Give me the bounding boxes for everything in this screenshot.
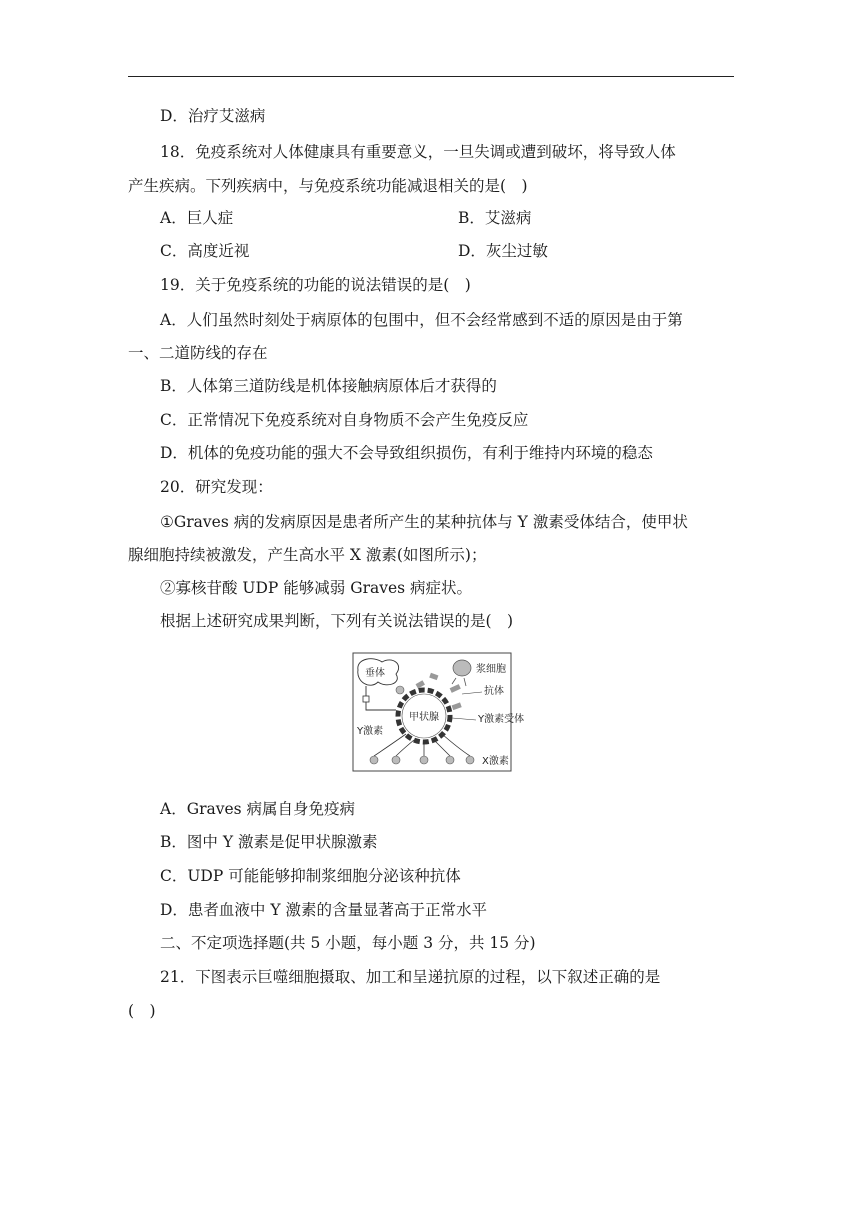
label-y-hormone: Y激素 bbox=[357, 726, 384, 737]
label-y-receptor: Y激素受体 bbox=[478, 714, 525, 725]
q20-option-c: C．UDP 可能能够抑制浆细胞分泌该种抗体 bbox=[160, 867, 461, 885]
label-antibody: 抗体 bbox=[484, 686, 504, 697]
q18-stem-line2: 产生疾病。下列疾病中，与免疫系统功能减退相关的是( ) bbox=[128, 177, 528, 195]
label-pituitary: 垂体 bbox=[365, 668, 385, 679]
graves-diagram bbox=[352, 652, 525, 772]
label-x-hormone: X激素 bbox=[482, 756, 509, 767]
q21-stem-line1: 21．下图表示巨噬细胞摄取、加工和呈递抗原的过程，以下叙述正确的是 bbox=[160, 968, 661, 986]
q18-option-c: C．高度近视 bbox=[160, 242, 250, 260]
q18-option-b: B．艾滋病 bbox=[458, 209, 532, 227]
q20-option-a: A．Graves 病属自身免疫病 bbox=[160, 800, 356, 818]
q20-option-d: D．患者血液中 Y 激素的含量显著高于正常水平 bbox=[160, 901, 488, 919]
q21-stem-line2: ( ) bbox=[128, 1002, 156, 1020]
section-2-heading: 二、不定项选择题(共 5 小题，每小题 3 分，共 15 分) bbox=[160, 934, 536, 952]
label-plasma-cell: 浆细胞 bbox=[476, 664, 506, 675]
q18-stem-line1: 18．免疫系统对人体健康具有重要意义，一旦失调或遭到破坏，将导致人体 bbox=[160, 143, 676, 161]
q20-finding1-line2: 腺细胞持续被激发，产生高水平 X 激素(如图所示)； bbox=[128, 546, 487, 564]
q20-question: 根据上述研究成果判断，下列有关说法错误的是( ) bbox=[160, 612, 514, 630]
q20-option-b: B．图中 Y 激素是促甲状腺激素 bbox=[160, 833, 378, 851]
q19-option-d: D．机体的免疫功能的强大不会导致组织损伤，有利于维持内环境的稳态 bbox=[160, 444, 653, 462]
q19-option-a-line1: A．人们虽然时刻处于病原体的包围中，但不会经常感到不适的原因是由于第 bbox=[160, 311, 683, 329]
q19-option-a-line2: 一、二道防线的存在 bbox=[128, 344, 268, 362]
q20-finding1-line1: ①Graves 病的发病原因是患者所产生的某种抗体与 Y 激素受体结合，使甲状 bbox=[160, 513, 688, 531]
header-rule bbox=[128, 76, 734, 77]
plasma-cell-shape bbox=[453, 660, 471, 676]
q19-option-b: B．人体第三道防线是机体接触病原体后才获得的 bbox=[160, 377, 497, 395]
q18-option-a: A．巨人症 bbox=[160, 209, 234, 227]
q20-stem: 20．研究发现： bbox=[160, 478, 273, 496]
q17-option-d: D．治疗艾滋病 bbox=[160, 107, 266, 125]
q18-option-d: D．灰尘过敏 bbox=[458, 242, 548, 260]
q20-finding2: ②寡核苷酸 UDP 能够减弱 Graves 病症状。 bbox=[160, 579, 473, 597]
q19-stem: 19．关于免疫系统的功能的说法错误的是( ) bbox=[160, 276, 471, 294]
q19-option-c: C．正常情况下免疫系统对自身物质不会产生免疫反应 bbox=[160, 411, 529, 429]
label-thyroid: 甲状腺 bbox=[409, 712, 439, 723]
